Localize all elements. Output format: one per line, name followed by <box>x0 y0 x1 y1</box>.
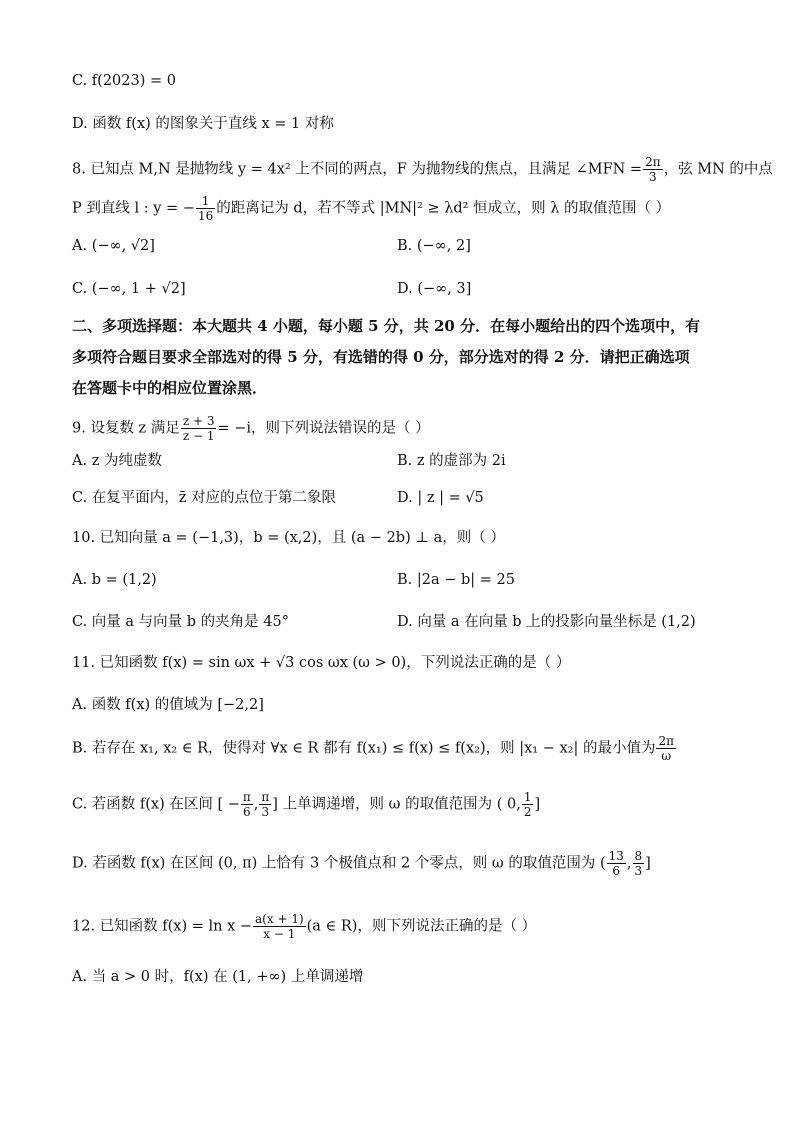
q11-c-text-post: ] 上单调递增，则 ω 的取值范围为 ( 0, <box>272 796 521 813</box>
q11-d-frac2-den: 3 <box>634 864 643 878</box>
q8-frac-num: 2π <box>645 155 661 169</box>
q9-option-b: B. z 的虚部为 2i <box>397 453 506 469</box>
q11-d-frac1-den: 6 <box>612 864 621 878</box>
q10-option-c: C. 向量 a 与向量 b 的夹角是 45° <box>72 614 289 630</box>
option-c-prev: C. f(2023) = 0 <box>72 73 176 89</box>
q9-fraction <box>181 414 217 443</box>
q8-text-a: 8. 已知点 M,N 是抛物线 y = 4x² 上不同的两点，F 为抛物线的焦点，且满足 ∠MFN = <box>72 161 643 178</box>
q11-b-text: B. 若存在 x₁, x₂ ∈ R，使得对 ∀x ∈ R 都有 f(x₁) ≤ f(x) ≤ f(x₂)，则 |x₁ − x₂| 的最小值为 <box>72 740 656 757</box>
question-9 <box>72 414 430 443</box>
q11-d-frac2-num: 8 <box>634 849 643 863</box>
question-8-line1 <box>72 155 773 184</box>
q11-d-text-pre: D. 若函数 f(x) 在区间 (0, π) 上恰有 3 个极值点和 2 个零点，则 ω 的取值范围为 ( <box>72 855 606 872</box>
q12-frac-num: a(x + 1) <box>255 912 304 926</box>
q8-option-c: C. (−∞, 1 + √2] <box>72 281 186 297</box>
q12-option-a: A. 当 a > 0 时，f(x) 在 (1, +∞) 上单调递增 <box>72 969 364 985</box>
q9-option-a: A. z 为纯虚数 <box>72 453 162 469</box>
option-d-prev: D. 函数 f(x) 的图象关于直线 x = 1 对称 <box>72 116 334 132</box>
q11-option-d: D. 若函数 f(x) 在区间 (0, π) 上恰有 3 个极值点和 2 个零点，则 ω 的取值范围为 ( $\frac{13}{6}$ , $\frac{8}{3}$ ] <box>72 849 651 878</box>
q11-c-fraction-2 <box>259 790 271 819</box>
q11-c-frac3-num: 1 <box>523 790 532 804</box>
question-11: 11. 已知函数 f(x) = sin ωx + √3 cos ωx (ω > 0)，下列说法正确的是（ ） <box>72 655 571 671</box>
q11-option-c <box>72 790 540 819</box>
section-2-heading-line2: 多项符合题目要求全部选对的得 5 分，有选错的得 0 分，部分选对的得 2 分．请把正确选项 <box>72 348 690 366</box>
q8-text-c-pre: P 到直线 l : y = − <box>72 200 195 217</box>
q10-option-d: D. 向量 a 在向量 b 上的投影向量坐标是 (1,2) <box>397 614 696 630</box>
q11-option-a: A. 函数 f(x) 的值域为 [−2,2] <box>72 697 264 713</box>
q11-b-fraction <box>656 734 676 763</box>
q11-c-frac1-den: 6 <box>243 805 251 819</box>
q12-frac-den: x − 1 <box>263 927 296 941</box>
q10-option-a: A. b = (1,2) <box>72 572 157 588</box>
q8-text-b: ，弦 MN 的中点 <box>663 161 773 178</box>
q10-option-b: B. |2a − b| = 25 <box>397 572 515 588</box>
q8-option-d: D. (−∞, 3] <box>397 281 472 297</box>
q11-b-frac-den: ω <box>661 749 672 763</box>
q8-fraction <box>643 155 663 184</box>
q12-fraction <box>253 912 306 941</box>
q11-c-comma: , <box>253 796 259 813</box>
q12-text-post: (a ∈ R)，则下列说法正确的是（ ） <box>306 918 537 935</box>
q11-d-fraction-1 <box>607 849 626 878</box>
q11-option-b <box>72 734 677 763</box>
q9-text-pre: 9. 设复数 z 满足 <box>72 420 180 437</box>
q9-frac-den: z − 1 <box>182 429 215 443</box>
q11-c-fraction-1 <box>241 790 253 819</box>
q12-text-pre: 12. 已知函数 f(x) = ln x − <box>72 918 253 935</box>
q9-frac-num: z + 3 <box>182 414 215 428</box>
q11-c-fraction-3 <box>522 790 534 819</box>
q11-c-frac3-den: 2 <box>523 805 532 819</box>
question-12 <box>72 912 536 941</box>
q8-frac2-den: 16 <box>197 209 214 223</box>
q8-option-b: B. (−∞, 2] <box>397 238 471 254</box>
q8-option-a: A. (−∞, √2] <box>72 238 155 254</box>
q11-c-end: ] <box>534 796 541 813</box>
q8-frac-den: 3 <box>649 170 657 184</box>
question-8-line2 <box>72 194 670 223</box>
q11-b-frac-num: 2π <box>658 734 674 748</box>
section-2-heading-line1: 二、多项选择题：本大题共 4 小题，每小题 5 分，共 20 分．在每小题给出的四个选项中，有 <box>72 317 701 335</box>
q11-c-text-pre: C. 若函数 f(x) 在区间 [ − <box>72 796 240 813</box>
q9-text-post: = −i，则下列说法错误的是（ ） <box>217 420 430 437</box>
q9-option-d: D. | z | = √5 <box>397 490 484 506</box>
q11-c-frac1-num: π <box>242 790 251 804</box>
q9-option-c: C. 在复平面内，z̄ 对应的点位于第二象限 <box>72 490 337 506</box>
q11-c-frac2-num: π <box>261 790 270 804</box>
q11-d-frac1-num: 13 <box>608 849 624 863</box>
q11-d-end: ] <box>645 855 651 872</box>
question-10: 10. 已知向量 a = (−1,3)，b = (x,2)，且 (a − 2b) ⊥ a，则（ ） <box>72 530 505 546</box>
section-2-heading-line3: 在答题卡中的相应位置涂黑． <box>72 379 268 397</box>
q8-text-c-post: 的距离记为 d，若不等式 |MN|² ≥ λd² 恒成立，则 λ 的取值范围（ ） <box>216 200 671 217</box>
q11-c-frac2-den: 3 <box>261 805 270 819</box>
q11-d-fraction-2 <box>633 849 645 878</box>
q8-frac2-num: 1 <box>196 194 215 209</box>
q8-fraction-2 <box>196 194 215 223</box>
